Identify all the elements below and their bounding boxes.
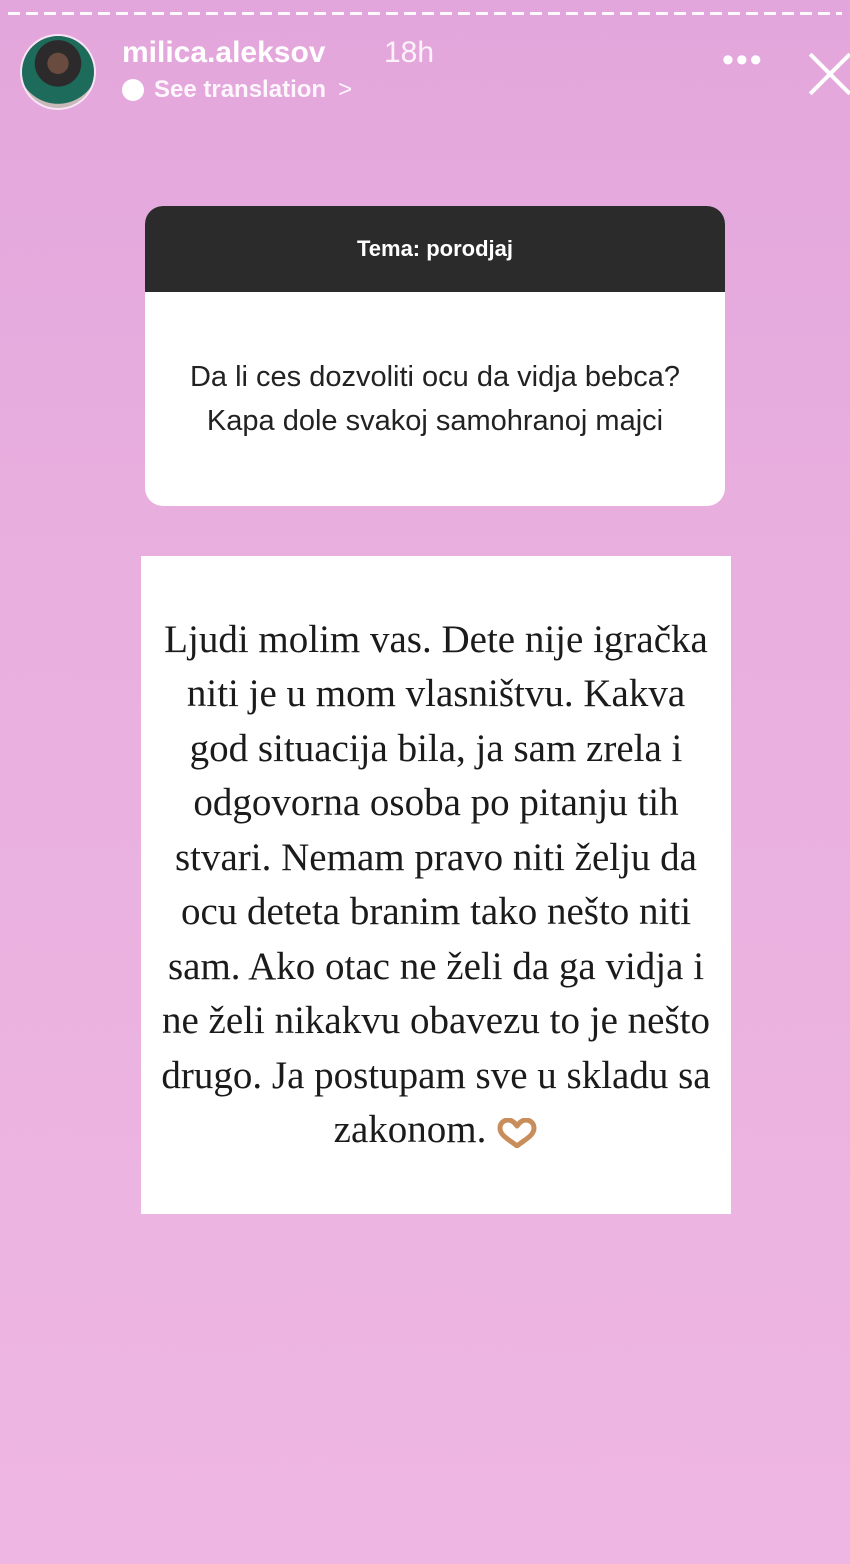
question-title: Tema: porodjaj [145,206,725,292]
answer-text-box [141,556,731,1214]
post-time: 18h [384,36,435,69]
more-icon[interactable]: ••• [722,41,764,79]
translate-icon [122,79,144,101]
close-icon[interactable] [806,48,850,96]
story-progress-bar [8,12,842,15]
heart-hands-icon [496,1109,538,1139]
see-translation-label: See translation [154,76,327,103]
question-text: Da li ces dozvoliti ocu da vidja bebca? Kapa dole svakoj samohranoj majci [189,361,681,437]
username[interactable]: milica.aleksov [122,36,326,69]
avatar[interactable] [22,36,94,108]
chevron-right-icon: > [338,76,353,103]
answer-text: Ljudi molim vas. Dete nije igračka niti je u mom vlasništvu. Kakva god situacija bila, ja sam zrela i odgovorna osoba po pitanju tih stvari. Nemam pravo niti želju da ocu deteta branim tako nešto niti sam. Ako otac ne želi da ga vidja i ne želi nikakvu obavezu to je nešto drugo. Ja postupam sve u skladu sa zakonom. [161,617,711,1151]
question-sticker [145,206,725,506]
see-translation-button[interactable] [122,76,352,104]
